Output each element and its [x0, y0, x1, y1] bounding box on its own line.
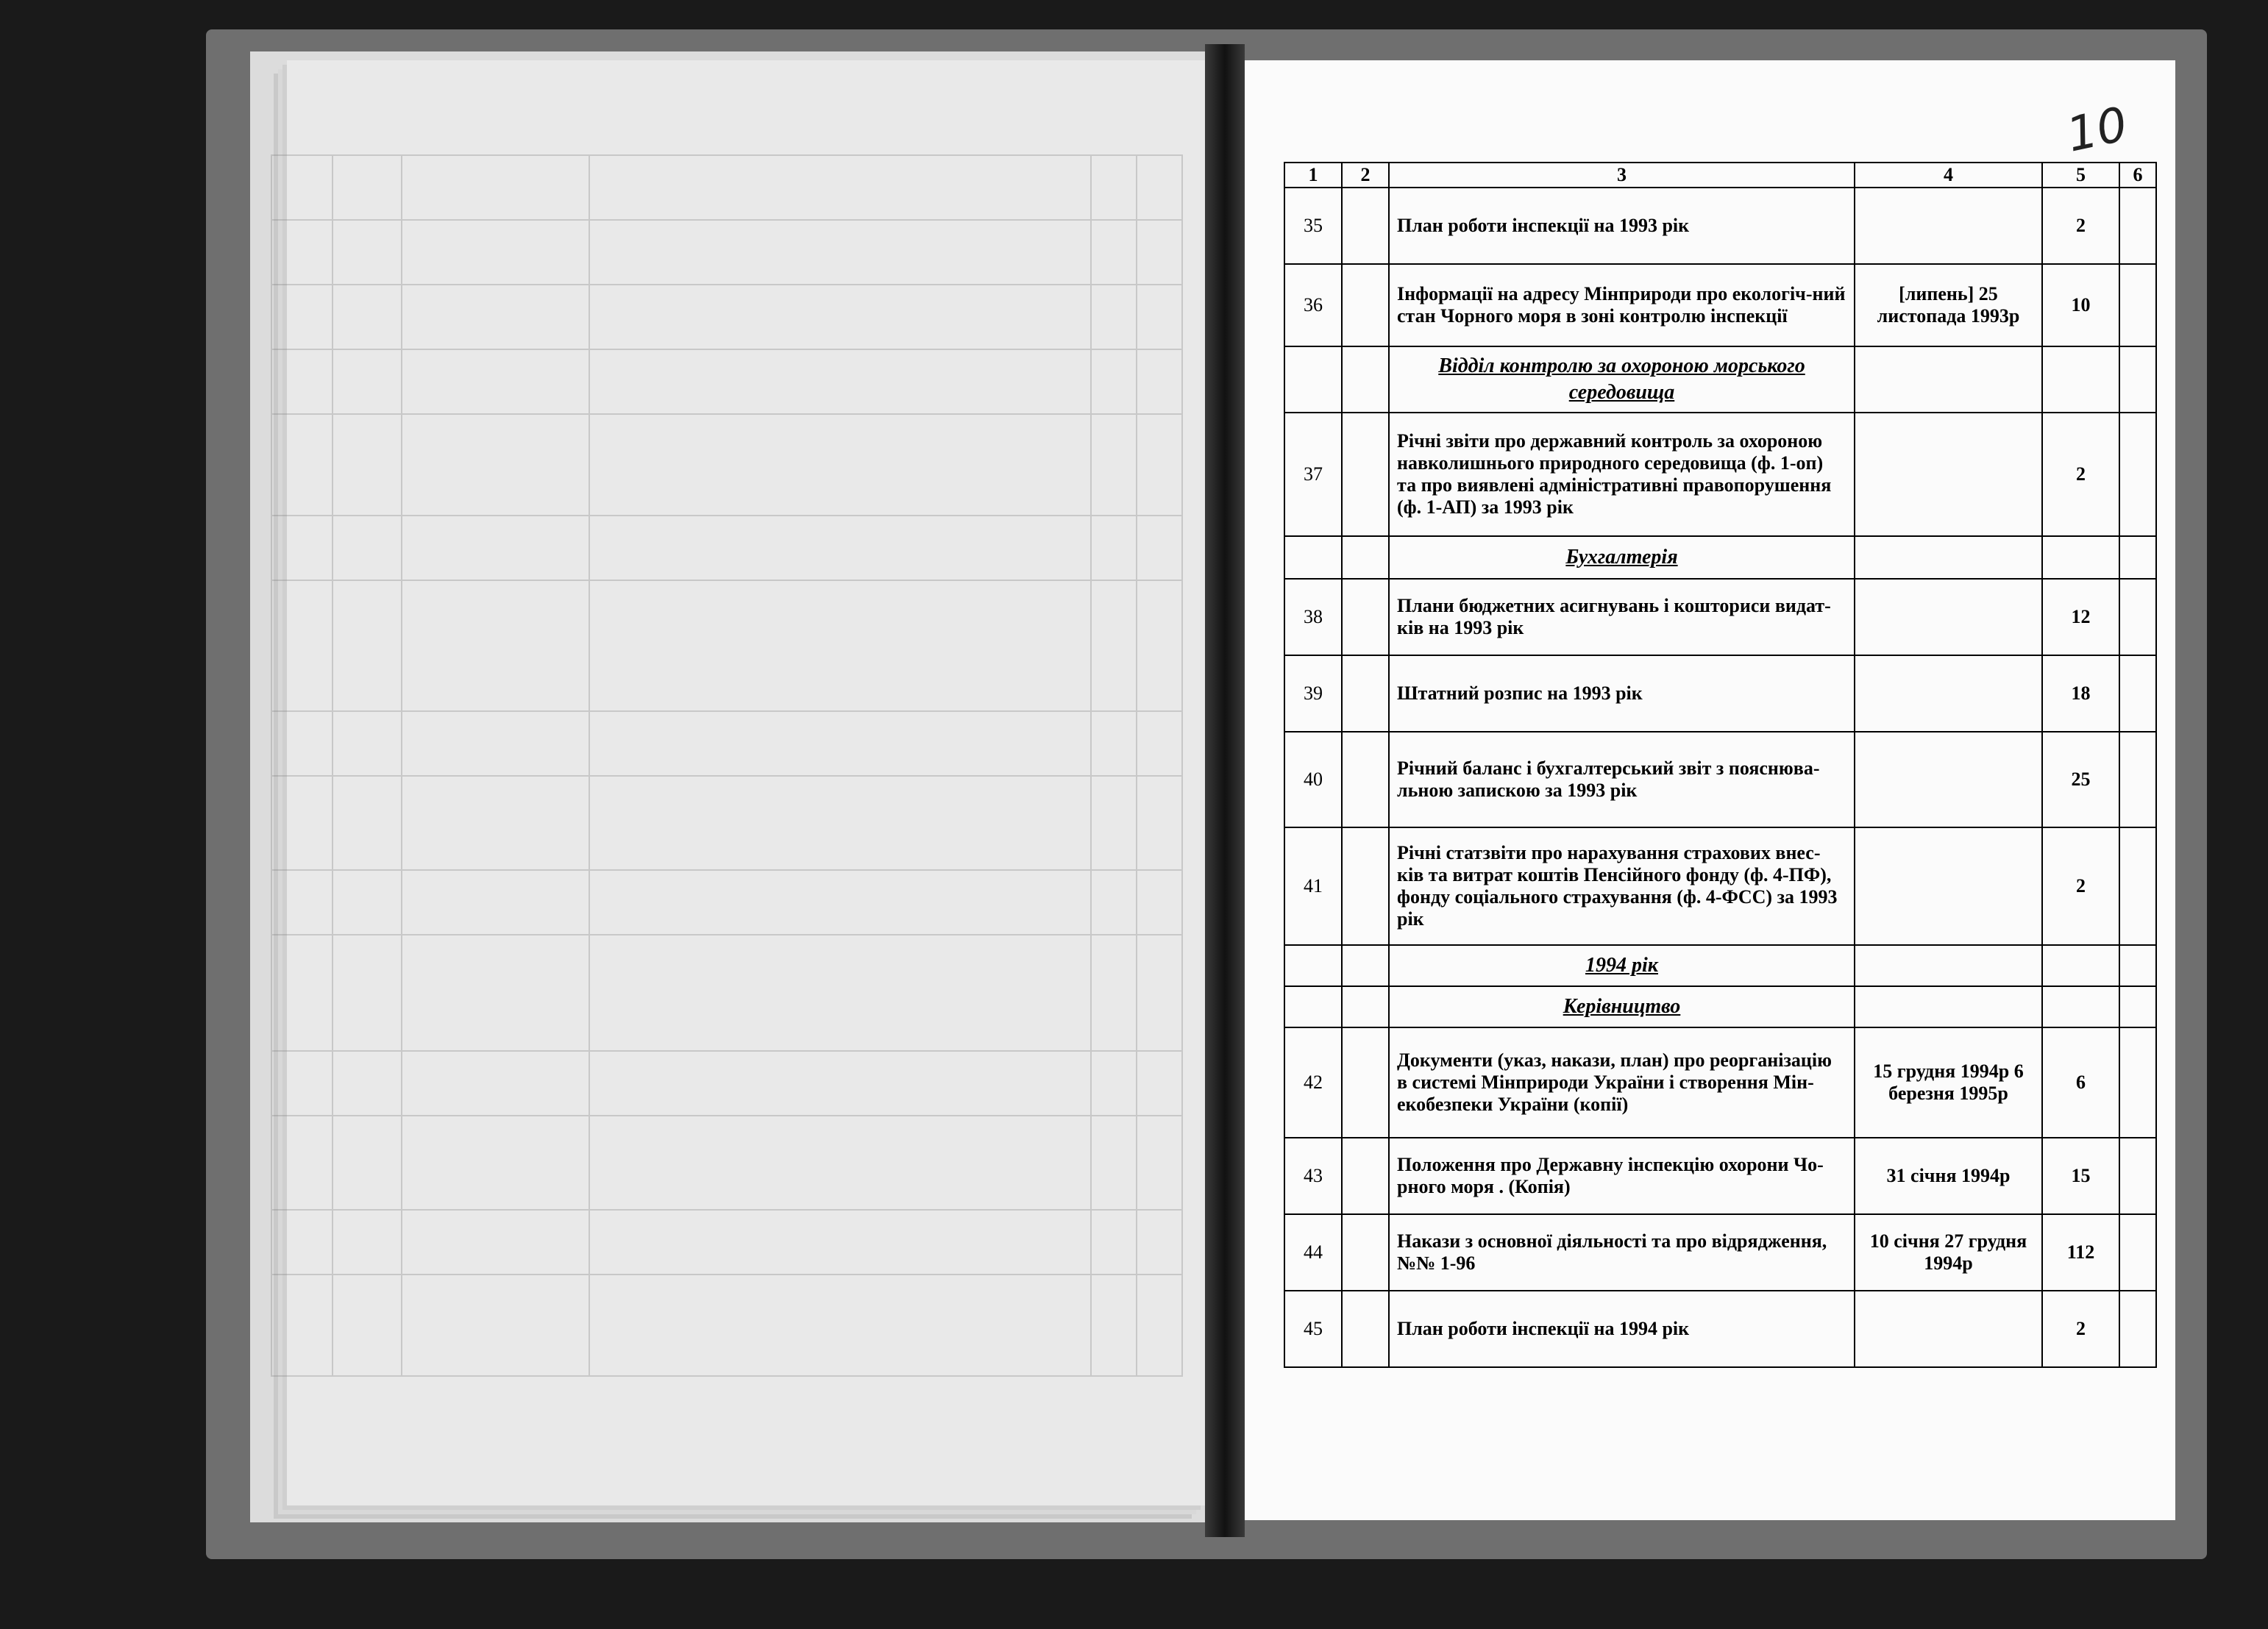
empty-cell [2042, 986, 2119, 1027]
section-row [1284, 986, 2156, 1027]
empty-cell [2119, 536, 2156, 579]
item-date [1855, 579, 2042, 655]
empty-cell [2119, 986, 2156, 1027]
empty-cell [1342, 188, 1389, 264]
empty-cell [2119, 188, 2156, 264]
empty-cell [1284, 986, 1342, 1027]
section-row [1284, 945, 2156, 986]
section-row [1284, 536, 2156, 579]
item-date: [липень] 25 листопада 1993р [1855, 264, 2042, 346]
table-row [1284, 264, 2156, 346]
empty-cell [1342, 264, 1389, 346]
item-date: 31 січня 1994р [1855, 1138, 2042, 1214]
item-title: Річний баланс і бухгалтерський звіт з пояснюва-льною запискою за 1993 рік [1389, 732, 1855, 827]
header-row [1284, 163, 2156, 188]
table-row [1284, 827, 2156, 945]
item-sheets: 10 [2042, 264, 2119, 346]
empty-cell [1284, 346, 1342, 413]
section-title: 1994 рік [1389, 945, 1855, 986]
empty-cell [1342, 1027, 1389, 1138]
empty-cell [1855, 945, 2042, 986]
item-number: 44 [1284, 1214, 1342, 1291]
empty-cell [1342, 986, 1389, 1027]
table-row [1284, 1291, 2156, 1367]
empty-cell [2119, 1027, 2156, 1138]
item-number: 41 [1284, 827, 1342, 945]
empty-cell [2042, 536, 2119, 579]
empty-cell [1342, 945, 1389, 986]
bleed-through-table [265, 154, 1183, 1405]
item-number: 45 [1284, 1291, 1342, 1367]
empty-cell [1342, 827, 1389, 945]
item-date [1855, 1291, 2042, 1367]
item-sheets: 2 [2042, 413, 2119, 536]
empty-cell [2119, 945, 2156, 986]
item-title: Плани бюджетних асигнувань і кошториси видат-ків на 1993 рік [1389, 579, 1855, 655]
empty-cell [1342, 536, 1389, 579]
table-row [1284, 1138, 2156, 1214]
empty-cell [2042, 346, 2119, 413]
item-sheets: 18 [2042, 655, 2119, 732]
col-header: 5 [2042, 163, 2119, 188]
empty-cell [2119, 264, 2156, 346]
item-date [1855, 827, 2042, 945]
empty-cell [2119, 1291, 2156, 1367]
item-title: Накази з основної діяльності та про відрядження, №№ 1-96 [1389, 1214, 1855, 1291]
item-date: 10 січня 27 грудня 1994р [1855, 1214, 2042, 1291]
col-header: 3 [1389, 163, 1855, 188]
table-row [1284, 188, 2156, 264]
empty-cell [2119, 413, 2156, 536]
col-header: 6 [2119, 163, 2156, 188]
item-date [1855, 413, 2042, 536]
section-title: Бухгалтерія [1389, 536, 1855, 579]
empty-cell [2119, 346, 2156, 413]
empty-cell [1855, 986, 2042, 1027]
empty-cell [1855, 346, 2042, 413]
col-header: 1 [1284, 163, 1342, 188]
item-date: 15 грудня 1994р 6 березня 1995р [1855, 1027, 2042, 1138]
item-date [1855, 655, 2042, 732]
section-row [1284, 346, 2156, 413]
empty-cell [1342, 732, 1389, 827]
empty-cell [2119, 655, 2156, 732]
empty-cell [1342, 1291, 1389, 1367]
item-number: 37 [1284, 413, 1342, 536]
page-number: 10 [2062, 97, 2133, 163]
col-header: 2 [1342, 163, 1389, 188]
section-title: Керівництво [1389, 986, 1855, 1027]
item-number: 36 [1284, 264, 1342, 346]
empty-cell [1342, 579, 1389, 655]
item-sheets: 2 [2042, 188, 2119, 264]
empty-cell [1342, 346, 1389, 413]
table-row [1284, 732, 2156, 827]
item-sheets: 2 [2042, 827, 2119, 945]
item-title: Документи (указ, накази, план) про реорганізацію в системі Мінприроди України і створення Мін-екобезпеки України (копії) [1389, 1027, 1855, 1138]
item-title: Річні звіти про державний контроль за охороною навколишнього природного середовища (ф. 1-оп) та про виявлені адміністративні правопорушення (ф. 1-АП) за 1993 рік [1389, 413, 1855, 536]
item-sheets: 112 [2042, 1214, 2119, 1291]
item-number: 39 [1284, 655, 1342, 732]
item-title: План роботи інспекції на 1994 рік [1389, 1291, 1855, 1367]
item-sheets: 6 [2042, 1027, 2119, 1138]
empty-cell [2119, 827, 2156, 945]
empty-cell [2119, 732, 2156, 827]
item-number: 40 [1284, 732, 1342, 827]
item-title: Положення про Державну інспекцію охорони Чо-рного моря . (Копія) [1389, 1138, 1855, 1214]
register-table [1284, 162, 2157, 1368]
empty-cell [1342, 413, 1389, 536]
item-date [1855, 188, 2042, 264]
empty-cell [2119, 579, 2156, 655]
item-number: 43 [1284, 1138, 1342, 1214]
item-sheets: 12 [2042, 579, 2119, 655]
book-spine [1205, 44, 1245, 1537]
item-title: Інформації на адресу Мінприроди про екологіч-ний стан Чорного моря в зоні контролю інспекції [1389, 264, 1855, 346]
empty-cell [2119, 1214, 2156, 1291]
empty-cell [1342, 655, 1389, 732]
item-sheets: 25 [2042, 732, 2119, 827]
item-sheets: 2 [2042, 1291, 2119, 1367]
empty-cell [1342, 1138, 1389, 1214]
col-header: 4 [1855, 163, 2042, 188]
item-title: Річні статзвіти про нарахування страхових внес-ків та витрат коштів Пенсійного фонду (ф. 4-ПФ), фонду соціального страхування (ф. 4-ФСС) за 1993 рік [1389, 827, 1855, 945]
empty-cell [2042, 945, 2119, 986]
table-row [1284, 655, 2156, 732]
empty-cell [1855, 536, 2042, 579]
item-title: План роботи інспекції на 1993 рік [1389, 188, 1855, 264]
empty-cell [1284, 945, 1342, 986]
table-row [1284, 579, 2156, 655]
section-title: Відділ контролю за охороною морського середовища [1389, 346, 1855, 413]
table-row [1284, 1214, 2156, 1291]
item-number: 42 [1284, 1027, 1342, 1138]
item-date [1855, 732, 2042, 827]
item-title: Штатний розпис на 1993 рік [1389, 655, 1855, 732]
table-row [1284, 1027, 2156, 1138]
table-row [1284, 413, 2156, 536]
empty-cell [1284, 536, 1342, 579]
empty-cell [2119, 1138, 2156, 1214]
item-number: 38 [1284, 579, 1342, 655]
empty-cell [1342, 1214, 1389, 1291]
item-sheets: 15 [2042, 1138, 2119, 1214]
item-number: 35 [1284, 188, 1342, 264]
